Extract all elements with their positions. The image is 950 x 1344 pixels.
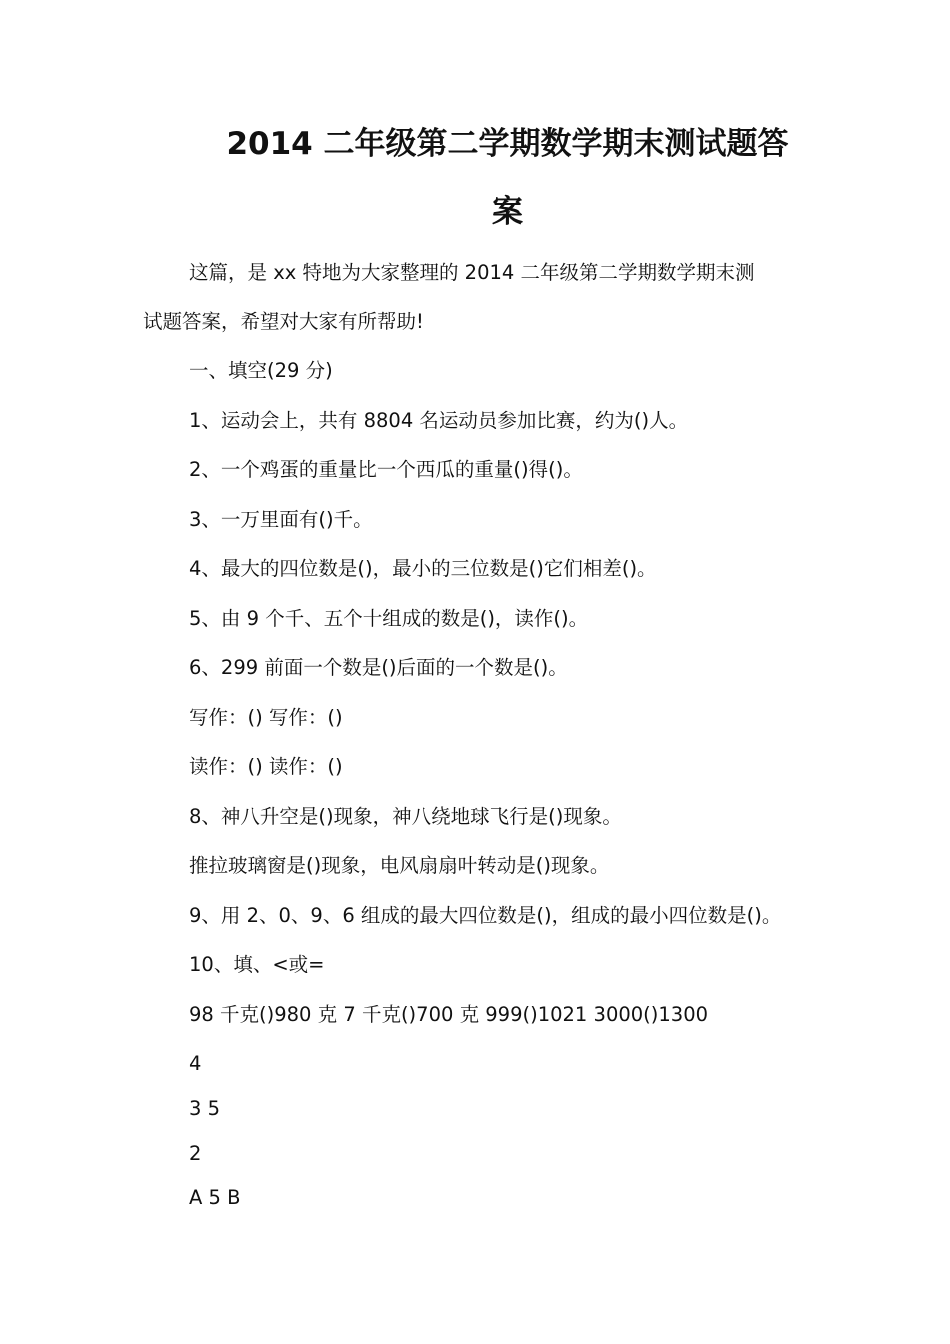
write-as-line: 写作：() 写作：() xyxy=(189,706,343,729)
question-3: 3、一万里面有()千。 xyxy=(189,508,373,531)
intro-paragraph-line-1: 这篇，是 xx 特地为大家整理的 2014 二年级第二学期数学期末测 xyxy=(189,261,755,284)
question-10-comparisons: 98 千克()980 克 7 千克()700 克 999()1021 3000()1300 xyxy=(189,1003,709,1026)
document-title-line-1: 2014 二年级第二学期数学期末测试题答 xyxy=(226,126,789,162)
question-8: 8、神八升空是()现象，神八绕地球飞行是()现象。 xyxy=(189,805,622,828)
figure-label-row-3: 2 xyxy=(189,1142,202,1165)
question-6: 6、299 前面一个数是()后面的一个数是()。 xyxy=(189,656,568,679)
figure-label-row-1: 4 xyxy=(189,1052,202,1075)
document-title-line-2: 案 xyxy=(492,194,523,230)
question-8-continued: 推拉玻璃窗是()现象，电风扇扇叶转动是()现象。 xyxy=(189,854,610,877)
section-heading-fill-blank: 一、填空(29 分) xyxy=(189,359,333,382)
figure-label-row-4: A 5 B xyxy=(189,1186,241,1209)
question-5: 5、由 9 个千、五个十组成的数是()，读作()。 xyxy=(189,607,589,630)
question-4: 4、最大的四位数是()，最小的三位数是()它们相差()。 xyxy=(189,557,657,580)
question-2: 2、一个鸡蛋的重量比一个西瓜的重量()得()。 xyxy=(189,458,583,481)
question-9: 9、用 2、0、9、6 组成的最大四位数是()，组成的最小四位数是()。 xyxy=(189,904,782,927)
question-1: 1、运动会上，共有 8804 名运动员参加比赛，约为()人。 xyxy=(189,409,689,432)
intro-paragraph-line-2: 试题答案，希望对大家有所帮助! xyxy=(143,310,424,333)
read-as-line: 读作：() 读作：() xyxy=(189,755,343,778)
figure-label-row-2: 3 5 xyxy=(189,1097,221,1120)
question-10: 10、填、<或= xyxy=(189,953,325,976)
